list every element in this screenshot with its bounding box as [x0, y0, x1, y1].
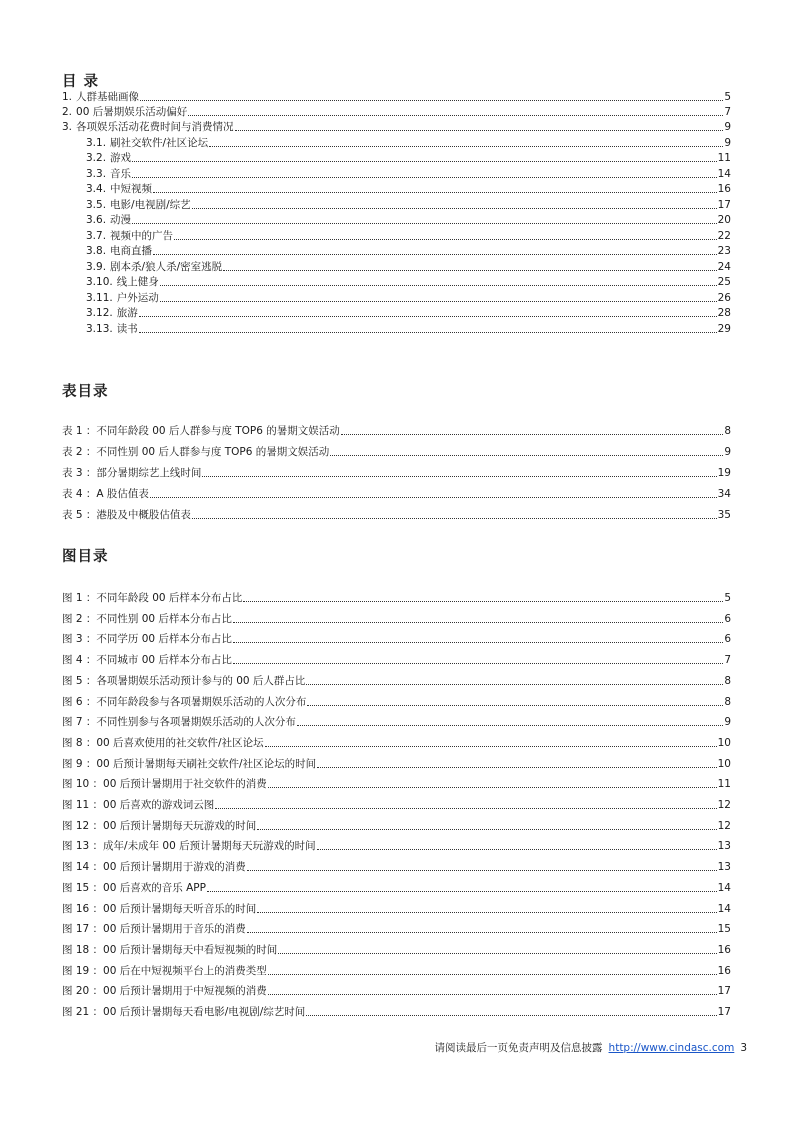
toc-entry-page: 20 — [717, 214, 731, 226]
toc-entry-label: 图 13 ：成年/未成年 00 后预计暑期每天玩游戏的时间 — [62, 840, 316, 853]
toc-entry-label: 图 14 ：00 后预计暑期用于游戏的消费 — [62, 861, 246, 874]
toc-entry[interactable] — [86, 291, 731, 305]
toc-leader-dots — [233, 622, 723, 623]
toc-entry-page: 22 — [717, 230, 731, 242]
toc-entry-label: 旅游 — [116, 307, 138, 319]
toc-entry-page: 9 — [724, 446, 731, 458]
toc-entry-label: 图 21 ：00 后预计暑期每天看电影/电视剧/综艺时间 — [62, 1006, 306, 1018]
toc-entry-page: 26 — [717, 292, 731, 304]
toc-entry-label: 图 9 ：00 后预计暑期每天刷社交软件/社区论坛的时间 — [62, 757, 317, 770]
toc-entry-page: 35 — [717, 509, 731, 521]
toc-entry[interactable] — [86, 213, 731, 227]
toc-entry-page: 9 — [724, 121, 731, 133]
toc-leader-dots — [306, 684, 723, 685]
toc-leader-dots — [233, 663, 723, 664]
toc-entry[interactable] — [62, 612, 731, 626]
toc-entry-page: 28 — [717, 307, 731, 319]
toc-entry[interactable] — [62, 902, 731, 916]
toc-leader-dots — [268, 994, 717, 995]
toc-entry[interactable] — [62, 591, 731, 605]
toc-entry[interactable] — [62, 424, 731, 438]
tables-title: 表目录 — [62, 384, 109, 400]
toc-leader-dots — [192, 208, 717, 209]
toc-leader-dots — [153, 192, 717, 193]
toc-leader-dots — [257, 912, 716, 913]
toc-entry-page: 13 — [717, 861, 731, 874]
toc-entry-page: 6 — [724, 633, 731, 646]
toc-entry-page: 23 — [717, 245, 731, 257]
toc-entry[interactable] — [62, 632, 731, 646]
toc-entry[interactable] — [62, 508, 731, 522]
toc-leader-dots — [209, 146, 723, 147]
toc-entry-label: 音乐 — [110, 168, 132, 180]
toc-entry-label: 图 17 ：00 后预计暑期用于音乐的消费 — [62, 923, 246, 936]
toc-entry[interactable] — [86, 198, 731, 212]
toc-entry-label: 动漫 — [110, 214, 132, 226]
footer-disclaimer: 请阅读最后一页免责声明及信息披露 — [434, 1042, 603, 1054]
toc-leader-dots — [233, 642, 723, 643]
toc-leader-dots — [140, 100, 723, 101]
toc-entry-page: 15 — [717, 923, 731, 936]
toc-entry[interactable] — [86, 306, 731, 320]
toc-entry-page: 14 — [717, 902, 731, 915]
toc-leader-dots — [268, 974, 717, 975]
toc-entry-page: 14 — [717, 881, 731, 894]
toc-entry[interactable] — [62, 715, 731, 729]
toc-entry-number: 3.7. — [86, 230, 107, 242]
toc-entry-page: 11 — [717, 778, 731, 791]
toc-entry-label: 剧本杀/狼人杀/密室逃脱 — [110, 261, 223, 273]
toc-entry[interactable] — [86, 167, 731, 181]
toc-entry-number: 1. — [62, 91, 73, 103]
toc-entry[interactable] — [62, 881, 731, 895]
toc-entry-number: 3.5. — [86, 199, 107, 211]
toc-entry-label: 图 16 ：00 后预计暑期每天听音乐的时间 — [62, 902, 257, 915]
toc-entry[interactable] — [62, 105, 731, 119]
toc-entry[interactable] — [62, 757, 731, 771]
toc-entry[interactable] — [86, 182, 731, 196]
toc-entry-page: 24 — [717, 261, 731, 273]
toc-leader-dots — [317, 767, 717, 768]
toc-entry-number: 3.3. — [86, 168, 107, 180]
toc-leader-dots — [188, 115, 723, 116]
toc-entry-page: 12 — [717, 799, 731, 811]
toc-entry-label: 图 11 ：00 后喜欢的游戏词云图 — [62, 799, 215, 811]
toc-entry-page: 7 — [724, 654, 731, 667]
toc-entry-page: 16 — [717, 183, 731, 195]
toc-entry-number: 3.11. — [86, 292, 113, 304]
toc-entry-number: 3.12. — [86, 307, 113, 319]
toc-leader-dots — [132, 161, 717, 162]
toc-entry[interactable] — [62, 777, 731, 791]
toc-entry-label: 图 2 ：不同性别 00 后样本分布占比 — [62, 612, 232, 625]
toc-entry-label: 视频中的广告 — [110, 230, 174, 242]
toc-entry-label: 表 4 ：A 股估值表 — [62, 488, 149, 500]
toc-entry-label: 图 3 ：不同学历 00 后样本分布占比 — [62, 633, 232, 646]
toc-entry[interactable] — [62, 120, 731, 134]
toc-entry-label: 图 8 ：00 后喜欢使用的社交软件/社区论坛 — [62, 736, 264, 749]
toc-entry-number: 3.1. — [86, 137, 107, 149]
toc-entry-label: 图 5 ：各项暑期娱乐活动预计参与的 00 后人群占比 — [62, 674, 306, 687]
toc-leader-dots — [341, 434, 724, 435]
toc-entry-label: 00 后暑期娱乐活动偏好 — [76, 106, 188, 118]
toc-entry-page: 10 — [717, 736, 731, 749]
toc-entry-page: 17 — [717, 199, 731, 211]
toc-entry[interactable] — [86, 229, 731, 243]
toc-entry-number: 3.6. — [86, 214, 107, 226]
toc-leader-dots — [160, 285, 717, 286]
toc-entry-page: 5 — [724, 91, 731, 103]
toc-entry-number: 3.8. — [86, 245, 107, 257]
toc-entry-page: 17 — [717, 985, 731, 998]
figures-title: 图目录 — [62, 549, 109, 565]
toc-entry-label: 图 7 ：不同性别参与各项暑期娱乐活动的人次分布 — [62, 716, 296, 729]
toc-entry-number: 3.2. — [86, 152, 107, 164]
toc-entry-label: 图 20 ：00 后预计暑期用于中短视频的消费 — [62, 985, 267, 998]
toc-entry-page: 10 — [717, 757, 731, 770]
toc-leader-dots — [243, 601, 723, 602]
toc-entry[interactable] — [62, 90, 731, 104]
toc-entry[interactable] — [62, 674, 731, 688]
toc-entry-number: 3.13. — [86, 323, 113, 335]
toc-entry[interactable] — [62, 860, 731, 874]
toc-entry[interactable] — [62, 653, 731, 667]
toc-entry-label: 刷社交软件/社区论坛 — [110, 137, 209, 149]
toc-entry-label: 电影/电视剧/综艺 — [110, 199, 191, 211]
toc-entry-number: 2. — [62, 106, 73, 118]
toc-entry[interactable] — [62, 984, 731, 998]
toc-leader-dots — [139, 316, 717, 317]
contents-title: 目 录 — [62, 74, 100, 90]
toc-leader-dots — [132, 177, 717, 178]
toc-entry-label: 图 15 ：00 后喜欢的音乐 APP — [62, 881, 206, 894]
toc-leader-dots — [265, 746, 717, 747]
page-footer — [435, 1040, 747, 1055]
toc-leader-dots — [174, 239, 717, 240]
toc-entry-label: 图 1 ：不同年龄段 00 后样本分布占比 — [62, 592, 243, 604]
toc-entry-page: 14 — [717, 168, 731, 180]
toc-entry-label: 户外运动 — [116, 292, 159, 304]
toc-entry[interactable] — [62, 1005, 731, 1019]
toc-entry-label: 游戏 — [110, 152, 132, 164]
toc-leader-dots — [235, 130, 724, 131]
toc-entry-label: 表 2 ：不同性别 00 后人群参与度 TOP6 的暑期文娱活动 — [62, 446, 330, 458]
toc-entry[interactable] — [86, 136, 731, 150]
toc-entry-label: 表 3 ：部分暑期综艺上线时间 — [62, 467, 202, 479]
toc-entry-page: 16 — [717, 964, 731, 977]
toc-leader-dots — [207, 891, 717, 892]
toc-leader-dots — [257, 829, 716, 830]
toc-entry-label: 中短视频 — [110, 183, 153, 195]
toc-entry-page: 6 — [724, 612, 731, 625]
toc-leader-dots — [247, 870, 717, 871]
toc-leader-dots — [192, 518, 717, 519]
toc-leader-dots — [139, 332, 717, 333]
toc-leader-dots — [150, 497, 717, 498]
toc-entry-page: 8 — [724, 674, 731, 687]
toc-entry[interactable] — [62, 695, 731, 709]
toc-entry-page: 5 — [724, 592, 731, 604]
toc-entry-label: 图 19 ：00 后在中短视频平台上的消费类型 — [62, 964, 267, 977]
toc-entry-page: 25 — [717, 276, 731, 288]
toc-leader-dots — [297, 725, 723, 726]
toc-leader-dots — [215, 808, 716, 809]
toc-entry-label: 读书 — [116, 323, 138, 335]
toc-leader-dots — [278, 953, 716, 954]
toc-leader-dots — [202, 476, 716, 477]
toc-entry-label: 表 1 ：不同年龄段 00 后人群参与度 TOP6 的暑期文娱活动 — [62, 425, 340, 437]
toc-entry[interactable] — [86, 260, 731, 274]
toc-entry-page: 11 — [717, 152, 731, 164]
toc-entry-page: 9 — [724, 716, 731, 729]
toc-entry-page: 8 — [724, 695, 731, 708]
toc-entry-label: 图 6 ：不同年龄段参与各项暑期娱乐活动的人次分布 — [62, 695, 307, 708]
toc-entry-label: 图 4 ：不同城市 00 后样本分布占比 — [62, 654, 232, 667]
toc-entry[interactable] — [86, 151, 731, 165]
toc-entry-label: 图 12 ：00 后预计暑期每天玩游戏的时间 — [62, 819, 257, 832]
toc-leader-dots — [160, 301, 717, 302]
toc-entry-label: 各项娱乐活动花费时间与消费情况 — [76, 121, 234, 133]
toc-entry-page: 12 — [717, 819, 731, 832]
toc-leader-dots — [268, 787, 717, 788]
toc-entry[interactable] — [62, 798, 731, 812]
toc-entry[interactable] — [62, 922, 731, 936]
toc-entry-label: 线上健身 — [116, 276, 159, 288]
toc-entry[interactable] — [62, 445, 731, 459]
toc-leader-dots — [223, 270, 717, 271]
toc-entry-page: 17 — [717, 1006, 731, 1018]
toc-entry-number: 3.9. — [86, 261, 107, 273]
toc-entry[interactable] — [62, 736, 731, 750]
toc-entry-page: 7 — [724, 106, 731, 118]
toc-entry-label: 图 10 ：00 后预计暑期用于社交软件的消费 — [62, 778, 267, 791]
toc-entry-page: 8 — [724, 425, 731, 437]
toc-entry-page: 16 — [717, 943, 731, 956]
toc-entry-page: 9 — [724, 137, 731, 149]
toc-entry-number: 3.4. — [86, 183, 107, 195]
toc-entry-label: 电商直播 — [110, 245, 153, 257]
toc-entry[interactable] — [86, 322, 731, 336]
toc-entry[interactable] — [62, 943, 731, 957]
toc-leader-dots — [317, 849, 717, 850]
toc-entry[interactable] — [86, 244, 731, 258]
toc-entry-page: 34 — [717, 488, 731, 500]
toc-leader-dots — [306, 1015, 716, 1016]
toc-leader-dots — [132, 223, 717, 224]
toc-entry[interactable] — [62, 839, 731, 853]
toc-leader-dots — [153, 254, 717, 255]
toc-leader-dots — [247, 932, 717, 933]
toc-leader-dots — [307, 705, 723, 706]
toc-entry-label: 人群基础画像 — [76, 91, 140, 103]
footer-page-number: 3 — [740, 1042, 747, 1054]
toc-entry-page: 19 — [717, 467, 731, 479]
toc-entry-label: 表 5 ：港股及中概股估值表 — [62, 509, 191, 521]
toc-entry[interactable] — [86, 275, 731, 289]
toc-entry[interactable] — [62, 819, 731, 833]
toc-entry-number: 3.10. — [86, 276, 113, 288]
toc-entry-page: 29 — [717, 323, 731, 335]
footer-url-link[interactable]: http://www.cindasc.com — [608, 1042, 735, 1054]
toc-leader-dots — [330, 455, 723, 456]
toc-entry[interactable] — [62, 466, 731, 480]
toc-entry[interactable] — [62, 964, 731, 978]
toc-entry[interactable] — [62, 487, 731, 501]
toc-entry-number: 3. — [62, 121, 73, 133]
toc-entry-page: 13 — [717, 840, 731, 853]
toc-entry-label: 图 18 ：00 后预计暑期每天中看短视频的时间 — [62, 943, 278, 956]
